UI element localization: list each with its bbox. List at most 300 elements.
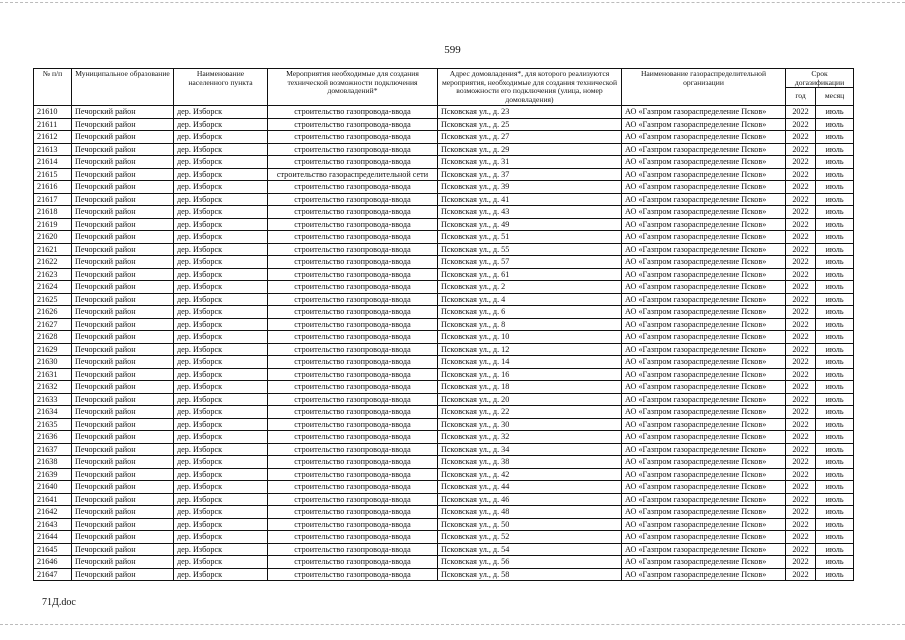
cell-year: 2022 xyxy=(786,156,816,169)
table-row xyxy=(34,193,854,206)
cell-address: Псковская ул., д. 51 xyxy=(438,231,622,244)
cell-num: 21640 xyxy=(34,481,72,494)
cell-num: 21639 xyxy=(34,468,72,481)
table-row xyxy=(34,143,854,156)
cell-activity: строительство газопровода-ввода xyxy=(268,181,438,194)
cell-locality: дер. Изборск xyxy=(174,443,268,456)
table-row xyxy=(34,493,854,506)
header-activity: Мероприятия необходимые для создания технической возможности подключения домовладений* xyxy=(268,69,438,106)
table-row xyxy=(34,231,854,244)
cell-month: июль xyxy=(816,318,854,331)
cell-municipality: Печорский район xyxy=(72,493,174,506)
cell-num: 21625 xyxy=(34,293,72,306)
cell-municipality: Печорский район xyxy=(72,206,174,219)
cell-month: июль xyxy=(816,468,854,481)
cell-organization: АО «Газпром газораспределение Псков» xyxy=(622,368,786,381)
scan-edge-bottom xyxy=(0,624,905,626)
cell-locality: дер. Изборск xyxy=(174,143,268,156)
table-row xyxy=(34,418,854,431)
cell-address: Псковская ул., д. 29 xyxy=(438,143,622,156)
table-row xyxy=(34,556,854,569)
cell-activity: строительство газопровода-ввода xyxy=(268,206,438,219)
table-row xyxy=(34,568,854,581)
cell-year: 2022 xyxy=(786,181,816,194)
cell-locality: дер. Изборск xyxy=(174,293,268,306)
table-row xyxy=(34,181,854,194)
cell-num: 21615 xyxy=(34,168,72,181)
cell-month: июль xyxy=(816,343,854,356)
cell-municipality: Печорский район xyxy=(72,143,174,156)
cell-num: 21618 xyxy=(34,206,72,219)
cell-month: июль xyxy=(816,206,854,219)
cell-municipality: Печорский район xyxy=(72,431,174,444)
cell-year: 2022 xyxy=(786,506,816,519)
cell-activity: строительство газопровода-ввода xyxy=(268,456,438,469)
cell-year: 2022 xyxy=(786,381,816,394)
cell-organization: АО «Газпром газораспределение Псков» xyxy=(622,568,786,581)
cell-locality: дер. Изборск xyxy=(174,193,268,206)
cell-activity: строительство газопровода-ввода xyxy=(268,256,438,269)
cell-locality: дер. Изборск xyxy=(174,306,268,319)
header-deadline: Срок догазификации xyxy=(786,69,854,88)
table-row xyxy=(34,281,854,294)
cell-month: июль xyxy=(816,543,854,556)
cell-month: июль xyxy=(816,506,854,519)
table-row xyxy=(34,118,854,131)
cell-month: июль xyxy=(816,381,854,394)
cell-year: 2022 xyxy=(786,443,816,456)
header-num: № п/п xyxy=(34,69,72,106)
cell-organization: АО «Газпром газораспределение Псков» xyxy=(622,443,786,456)
cell-num: 21637 xyxy=(34,443,72,456)
cell-year: 2022 xyxy=(786,568,816,581)
cell-address: Псковская ул., д. 55 xyxy=(438,243,622,256)
cell-activity: строительство газопровода-ввода xyxy=(268,131,438,144)
cell-year: 2022 xyxy=(786,418,816,431)
cell-month: июль xyxy=(816,181,854,194)
cell-num: 21621 xyxy=(34,243,72,256)
cell-municipality: Печорский район xyxy=(72,468,174,481)
cell-month: июль xyxy=(816,431,854,444)
cell-municipality: Печорский район xyxy=(72,281,174,294)
cell-activity: строительство газопровода-ввода xyxy=(268,106,438,119)
cell-activity: строительство газопровода-ввода xyxy=(268,568,438,581)
cell-locality: дер. Изборск xyxy=(174,256,268,269)
cell-num: 21641 xyxy=(34,493,72,506)
cell-locality: дер. Изборск xyxy=(174,368,268,381)
cell-address: Псковская ул., д. 38 xyxy=(438,456,622,469)
cell-month: июль xyxy=(816,218,854,231)
cell-activity: строительство газопровода-ввода xyxy=(268,481,438,494)
cell-activity: строительство газопровода-ввода xyxy=(268,468,438,481)
cell-locality: дер. Изборск xyxy=(174,518,268,531)
cell-year: 2022 xyxy=(786,256,816,269)
cell-activity: строительство газораспределительной сети xyxy=(268,168,438,181)
cell-municipality: Печорский район xyxy=(72,356,174,369)
cell-year: 2022 xyxy=(786,231,816,244)
cell-locality: дер. Изборск xyxy=(174,468,268,481)
cell-organization: АО «Газпром газораспределение Псков» xyxy=(622,406,786,419)
table-row xyxy=(34,481,854,494)
cell-organization: АО «Газпром газораспределение Псков» xyxy=(622,306,786,319)
cell-municipality: Печорский район xyxy=(72,243,174,256)
table-row xyxy=(34,318,854,331)
cell-address: Псковская ул., д. 43 xyxy=(438,206,622,219)
table-row xyxy=(34,206,854,219)
cell-municipality: Печорский район xyxy=(72,568,174,581)
cell-activity: строительство газопровода-ввода xyxy=(268,556,438,569)
cell-month: июль xyxy=(816,568,854,581)
cell-num: 21628 xyxy=(34,331,72,344)
cell-activity: строительство газопровода-ввода xyxy=(268,443,438,456)
cell-locality: дер. Изборск xyxy=(174,556,268,569)
cell-address: Псковская ул., д. 12 xyxy=(438,343,622,356)
cell-num: 21633 xyxy=(34,393,72,406)
cell-year: 2022 xyxy=(786,343,816,356)
cell-locality: дер. Изборск xyxy=(174,268,268,281)
cell-month: июль xyxy=(816,281,854,294)
cell-organization: АО «Газпром газораспределение Псков» xyxy=(622,393,786,406)
table-row xyxy=(34,543,854,556)
cell-activity: строительство газопровода-ввода xyxy=(268,318,438,331)
cell-year: 2022 xyxy=(786,306,816,319)
cell-year: 2022 xyxy=(786,106,816,119)
cell-organization: АО «Газпром газораспределение Псков» xyxy=(622,281,786,294)
cell-num: 21635 xyxy=(34,418,72,431)
cell-municipality: Печорский район xyxy=(72,556,174,569)
cell-year: 2022 xyxy=(786,193,816,206)
cell-month: июль xyxy=(816,131,854,144)
cell-address: Псковская ул., д. 32 xyxy=(438,431,622,444)
cell-locality: дер. Изборск xyxy=(174,381,268,394)
table-row xyxy=(34,443,854,456)
cell-organization: АО «Газпром газораспределение Псков» xyxy=(622,468,786,481)
cell-locality: дер. Изборск xyxy=(174,406,268,419)
cell-address: Псковская ул., д. 2 xyxy=(438,281,622,294)
cell-municipality: Печорский район xyxy=(72,293,174,306)
cell-year: 2022 xyxy=(786,468,816,481)
cell-locality: дер. Изборск xyxy=(174,106,268,119)
gasification-table xyxy=(33,68,854,581)
cell-year: 2022 xyxy=(786,356,816,369)
table-row xyxy=(34,343,854,356)
cell-month: июль xyxy=(816,168,854,181)
cell-address: Псковская ул., д. 44 xyxy=(438,481,622,494)
table-row xyxy=(34,218,854,231)
cell-year: 2022 xyxy=(786,456,816,469)
cell-year: 2022 xyxy=(786,281,816,294)
cell-month: июль xyxy=(816,143,854,156)
table-row xyxy=(34,456,854,469)
cell-locality: дер. Изборск xyxy=(174,218,268,231)
cell-address: Псковская ул., д. 37 xyxy=(438,168,622,181)
cell-num: 21616 xyxy=(34,181,72,194)
cell-municipality: Печорский район xyxy=(72,231,174,244)
table-row xyxy=(34,368,854,381)
cell-activity: строительство газопровода-ввода xyxy=(268,193,438,206)
cell-locality: дер. Изборск xyxy=(174,281,268,294)
cell-activity: строительство газопровода-ввода xyxy=(268,268,438,281)
cell-month: июль xyxy=(816,293,854,306)
cell-locality: дер. Изборск xyxy=(174,318,268,331)
cell-municipality: Печорский район xyxy=(72,543,174,556)
cell-year: 2022 xyxy=(786,368,816,381)
cell-num: 21619 xyxy=(34,218,72,231)
cell-num: 21617 xyxy=(34,193,72,206)
cell-address: Псковская ул., д. 49 xyxy=(438,218,622,231)
cell-locality: дер. Изборск xyxy=(174,418,268,431)
cell-organization: АО «Газпром газораспределение Псков» xyxy=(622,418,786,431)
cell-activity: строительство газопровода-ввода xyxy=(268,493,438,506)
cell-municipality: Печорский район xyxy=(72,481,174,494)
cell-num: 21620 xyxy=(34,231,72,244)
cell-month: июль xyxy=(816,118,854,131)
cell-num: 21647 xyxy=(34,568,72,581)
cell-activity: строительство газопровода-ввода xyxy=(268,368,438,381)
cell-organization: АО «Газпром газораспределение Псков» xyxy=(622,206,786,219)
cell-organization: АО «Газпром газораспределение Псков» xyxy=(622,506,786,519)
cell-num: 21626 xyxy=(34,306,72,319)
cell-locality: дер. Изборск xyxy=(174,206,268,219)
cell-num: 21632 xyxy=(34,381,72,394)
cell-address: Псковская ул., д. 18 xyxy=(438,381,622,394)
cell-year: 2022 xyxy=(786,406,816,419)
cell-organization: АО «Газпром газораспределение Псков» xyxy=(622,143,786,156)
cell-month: июль xyxy=(816,106,854,119)
cell-municipality: Печорский район xyxy=(72,181,174,194)
cell-address: Псковская ул., д. 42 xyxy=(438,468,622,481)
cell-address: Псковская ул., д. 50 xyxy=(438,518,622,531)
cell-activity: строительство газопровода-ввода xyxy=(268,156,438,169)
cell-address: Псковская ул., д. 6 xyxy=(438,306,622,319)
cell-municipality: Печорский район xyxy=(72,268,174,281)
cell-organization: АО «Газпром газораспределение Псков» xyxy=(622,106,786,119)
cell-month: июль xyxy=(816,531,854,544)
cell-organization: АО «Газпром газораспределение Псков» xyxy=(622,556,786,569)
cell-address: Псковская ул., д. 58 xyxy=(438,568,622,581)
cell-num: 21627 xyxy=(34,318,72,331)
table-row xyxy=(34,406,854,419)
cell-month: июль xyxy=(816,306,854,319)
cell-num: 21611 xyxy=(34,118,72,131)
cell-organization: АО «Газпром газораспределение Псков» xyxy=(622,481,786,494)
cell-year: 2022 xyxy=(786,268,816,281)
cell-locality: дер. Изборск xyxy=(174,343,268,356)
cell-month: июль xyxy=(816,331,854,344)
cell-activity: строительство газопровода-ввода xyxy=(268,293,438,306)
cell-year: 2022 xyxy=(786,531,816,544)
cell-organization: АО «Газпром газораспределение Псков» xyxy=(622,356,786,369)
cell-activity: строительство газопровода-ввода xyxy=(268,243,438,256)
cell-year: 2022 xyxy=(786,318,816,331)
cell-organization: АО «Газпром газораспределение Псков» xyxy=(622,231,786,244)
cell-activity: строительство газопровода-ввода xyxy=(268,506,438,519)
cell-organization: АО «Газпром газораспределение Псков» xyxy=(622,193,786,206)
table-row xyxy=(34,168,854,181)
cell-num: 21630 xyxy=(34,356,72,369)
cell-locality: дер. Изборск xyxy=(174,168,268,181)
cell-activity: строительство газопровода-ввода xyxy=(268,118,438,131)
header-address: Адрес домовладения*, для которого реализуются мероприятия, необходимые для создания технической возможности его подключения (улица, номер домовладения) xyxy=(438,69,622,106)
cell-address: Псковская ул., д. 41 xyxy=(438,193,622,206)
table-row xyxy=(34,256,854,269)
cell-activity: строительство газопровода-ввода xyxy=(268,356,438,369)
cell-address: Псковская ул., д. 20 xyxy=(438,393,622,406)
cell-activity: строительство газопровода-ввода xyxy=(268,393,438,406)
cell-organization: АО «Газпром газораспределение Псков» xyxy=(622,331,786,344)
cell-locality: дер. Изборск xyxy=(174,131,268,144)
cell-month: июль xyxy=(816,368,854,381)
cell-activity: строительство газопровода-ввода xyxy=(268,306,438,319)
cell-locality: дер. Изборск xyxy=(174,231,268,244)
table-row xyxy=(34,243,854,256)
cell-organization: АО «Газпром газораспределение Псков» xyxy=(622,181,786,194)
cell-organization: АО «Газпром газораспределение Псков» xyxy=(622,381,786,394)
cell-municipality: Печорский район xyxy=(72,118,174,131)
cell-locality: дер. Изборск xyxy=(174,118,268,131)
cell-month: июль xyxy=(816,356,854,369)
cell-year: 2022 xyxy=(786,143,816,156)
cell-organization: АО «Газпром газораспределение Псков» xyxy=(622,293,786,306)
cell-address: Псковская ул., д. 56 xyxy=(438,556,622,569)
cell-municipality: Печорский район xyxy=(72,106,174,119)
cell-municipality: Печорский район xyxy=(72,168,174,181)
cell-num: 21624 xyxy=(34,281,72,294)
cell-locality: дер. Изборск xyxy=(174,456,268,469)
cell-municipality: Печорский район xyxy=(72,381,174,394)
cell-year: 2022 xyxy=(786,556,816,569)
cell-year: 2022 xyxy=(786,243,816,256)
cell-year: 2022 xyxy=(786,431,816,444)
table-row xyxy=(34,306,854,319)
header-year: год xyxy=(786,88,816,106)
cell-municipality: Печорский район xyxy=(72,368,174,381)
cell-month: июль xyxy=(816,443,854,456)
cell-address: Псковская ул., д. 30 xyxy=(438,418,622,431)
cell-organization: АО «Газпром газораспределение Псков» xyxy=(622,493,786,506)
cell-num: 21631 xyxy=(34,368,72,381)
cell-municipality: Печорский район xyxy=(72,343,174,356)
cell-year: 2022 xyxy=(786,131,816,144)
cell-month: июль xyxy=(816,193,854,206)
cell-municipality: Печорский район xyxy=(72,193,174,206)
cell-locality: дер. Изборск xyxy=(174,356,268,369)
cell-num: 21614 xyxy=(34,156,72,169)
table-row xyxy=(34,131,854,144)
cell-num: 21634 xyxy=(34,406,72,419)
cell-organization: АО «Газпром газораспределение Псков» xyxy=(622,268,786,281)
table-header-row xyxy=(34,69,854,88)
cell-address: Псковская ул., д. 57 xyxy=(438,256,622,269)
cell-activity: строительство газопровода-ввода xyxy=(268,518,438,531)
cell-activity: строительство газопровода-ввода xyxy=(268,343,438,356)
cell-organization: АО «Газпром газораспределение Псков» xyxy=(622,531,786,544)
cell-num: 21622 xyxy=(34,256,72,269)
table-row xyxy=(34,393,854,406)
table-row xyxy=(34,293,854,306)
cell-municipality: Печорский район xyxy=(72,256,174,269)
cell-organization: АО «Газпром газораспределение Псков» xyxy=(622,431,786,444)
cell-address: Псковская ул., д. 23 xyxy=(438,106,622,119)
table-row xyxy=(34,356,854,369)
table-body xyxy=(34,106,854,581)
cell-municipality: Печорский район xyxy=(72,306,174,319)
cell-num: 21623 xyxy=(34,268,72,281)
cell-municipality: Печорский район xyxy=(72,131,174,144)
cell-municipality: Печорский район xyxy=(72,318,174,331)
cell-year: 2022 xyxy=(786,518,816,531)
cell-municipality: Печорский район xyxy=(72,418,174,431)
cell-organization: АО «Газпром газораспределение Псков» xyxy=(622,456,786,469)
cell-year: 2022 xyxy=(786,168,816,181)
cell-locality: дер. Изборск xyxy=(174,543,268,556)
cell-num: 21610 xyxy=(34,106,72,119)
cell-address: Псковская ул., д. 22 xyxy=(438,406,622,419)
cell-locality: дер. Изборск xyxy=(174,531,268,544)
cell-num: 21613 xyxy=(34,143,72,156)
cell-municipality: Печорский район xyxy=(72,531,174,544)
table-row xyxy=(34,518,854,531)
cell-address: Псковская ул., д. 16 xyxy=(438,368,622,381)
header-organization: Наименование газораспределительной организации xyxy=(622,69,786,106)
cell-municipality: Печорский район xyxy=(72,506,174,519)
cell-organization: АО «Газпром газораспределение Псков» xyxy=(622,168,786,181)
cell-num: 21645 xyxy=(34,543,72,556)
cell-municipality: Печорский район xyxy=(72,331,174,344)
table-row xyxy=(34,268,854,281)
cell-activity: строительство газопровода-ввода xyxy=(268,331,438,344)
cell-month: июль xyxy=(816,518,854,531)
cell-address: Псковская ул., д. 54 xyxy=(438,543,622,556)
table-row xyxy=(34,156,854,169)
cell-organization: АО «Газпром газораспределение Псков» xyxy=(622,131,786,144)
cell-address: Псковская ул., д. 4 xyxy=(438,293,622,306)
cell-address: Псковская ул., д. 27 xyxy=(438,131,622,144)
cell-organization: АО «Газпром газораспределение Псков» xyxy=(622,518,786,531)
cell-activity: строительство газопровода-ввода xyxy=(268,418,438,431)
cell-num: 21629 xyxy=(34,343,72,356)
table-row xyxy=(34,331,854,344)
cell-year: 2022 xyxy=(786,293,816,306)
cell-locality: дер. Изборск xyxy=(174,431,268,444)
cell-locality: дер. Изборск xyxy=(174,181,268,194)
cell-num: 21644 xyxy=(34,531,72,544)
cell-year: 2022 xyxy=(786,393,816,406)
cell-month: июль xyxy=(816,556,854,569)
cell-municipality: Печорский район xyxy=(72,406,174,419)
cell-locality: дер. Изборск xyxy=(174,493,268,506)
cell-month: июль xyxy=(816,256,854,269)
cell-month: июль xyxy=(816,493,854,506)
cell-activity: строительство газопровода-ввода xyxy=(268,281,438,294)
cell-address: Псковская ул., д. 25 xyxy=(438,118,622,131)
cell-num: 21636 xyxy=(34,431,72,444)
cell-activity: строительство газопровода-ввода xyxy=(268,543,438,556)
cell-locality: дер. Изборск xyxy=(174,506,268,519)
cell-address: Псковская ул., д. 39 xyxy=(438,181,622,194)
page-number: 599 xyxy=(444,44,461,56)
cell-municipality: Печорский район xyxy=(72,156,174,169)
cell-year: 2022 xyxy=(786,118,816,131)
cell-year: 2022 xyxy=(786,206,816,219)
table-row xyxy=(34,381,854,394)
cell-year: 2022 xyxy=(786,218,816,231)
header-month: месяц xyxy=(816,88,854,106)
cell-activity: строительство газопровода-ввода xyxy=(268,143,438,156)
cell-locality: дер. Изборск xyxy=(174,156,268,169)
cell-locality: дер. Изборск xyxy=(174,331,268,344)
cell-num: 21612 xyxy=(34,131,72,144)
